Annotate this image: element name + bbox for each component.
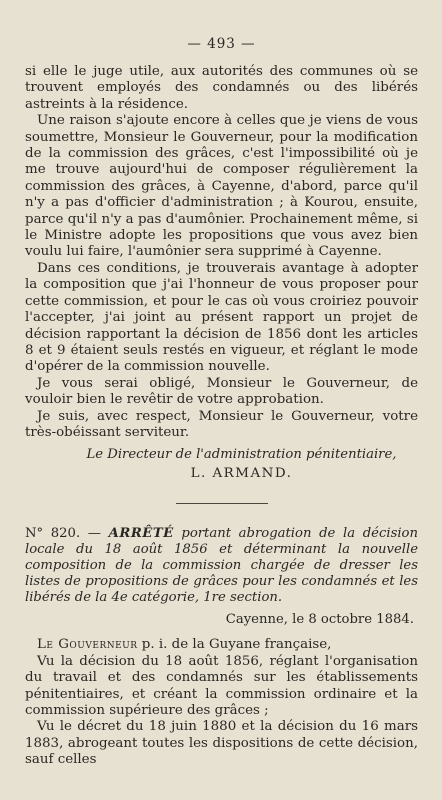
decree-keyword: ARRÊTÉ (108, 526, 174, 542)
signature-name: L. ARMAND. (190, 466, 293, 482)
paragraph: Je vous serai obligé, Monsieur le Gouverneur, de vouloir bien le revêtir de votre approbation. (25, 375, 418, 408)
date-line: Cayenne, le 8 octobre 1884. (225, 612, 414, 628)
preamble-lead (25, 637, 418, 653)
preamble-paragraph: Vu la décision du 18 août 1856, réglant l'organisation du travail et des condamnés sur les établissements pénitentiaires, et créant la commission ordinaire et la commission supérieure des grâces ; (25, 653, 418, 718)
decree-title: portant abrogation de la décision locale du 18 août 1856 et déterminant la nouvelle composition de la commission chargée de dresser les listes de propositions de grâces pour les condamnés et les libérés de la 4e catégorie, 1re section. (25, 526, 418, 606)
page-number: — 493 — (187, 36, 256, 52)
decree-heading (25, 526, 418, 606)
paragraph: si elle le juge utile, aux autorités des communes où se trouvent employés des condamnés ou des libérés astreints à la résidence. (25, 64, 418, 112)
preamble-lead-rest: p. i. de la Guyane française, (137, 637, 332, 653)
preamble-paragraph: Vu le décret du 18 juin 1880 et la décision du 16 mars 1883, abrogeant toutes les dispositions de cette décision, sauf celles (25, 719, 418, 768)
section-divider (176, 503, 268, 504)
signature-role: Le Directeur de l'administration pénitentiaire, (86, 447, 397, 463)
paragraph: Je suis, avec respect, Monsieur le Gouverneur, votre très-obéissant serviteur. (25, 408, 418, 440)
decree-number: N° 820. — (25, 526, 101, 542)
preamble (25, 637, 418, 768)
paragraph: Une raison s'ajoute encore à celles que je viens de vous soumettre, Monsieur le Gouverneur, pour la modification de la commission des grâces, c'est l'impossibilité où je me trouve aujourd'hui de composer régulièrement la commission des grâces, à Cayenne, d'abord, parce qu'il n'y a pas d'officier d'administration ; à Kourou, ensuite, parce qu'il n'y a pas d'aumônier. Prochainement même, si le Ministre adopte les propositions que vous avez bien voulu lui faire, l'aumônier sera supprimé à Cayenne. (25, 113, 418, 260)
paragraph: Dans ces conditions, je trouverais avantage à adopter la composition que j'ai l'honneur de vous proposer pour cette commission, et pour le cas où vous croiriez pouvoir l'accepter, j'ai joint au présent rapport un projet de décision rapportant la décision de 1856 dont les articles 8 et 9 étaient seuls restés en vigueur, et réglant le mode d'opérer de la commission nouvelle. (25, 260, 418, 375)
letter-body (25, 64, 418, 441)
preamble-lead-title: Le Gouverneur (37, 637, 138, 653)
